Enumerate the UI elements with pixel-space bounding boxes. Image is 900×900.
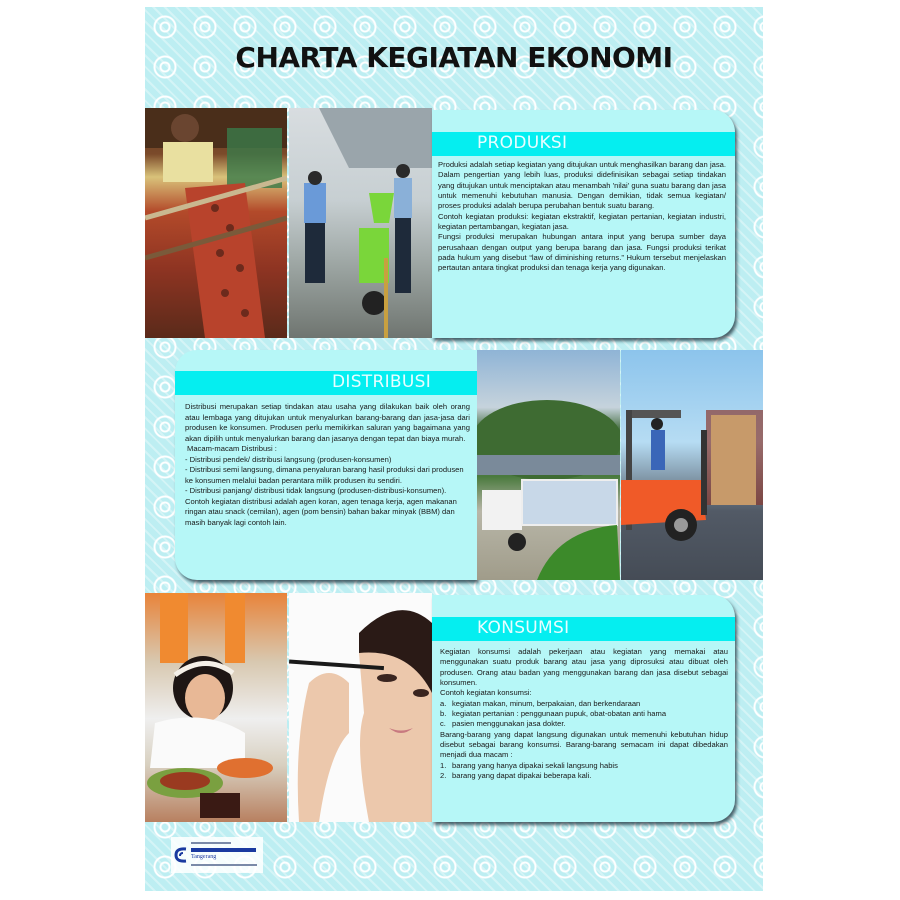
distribusi-panel	[175, 350, 477, 580]
produksi-paragraph: Fungsi produksi merupakan hubungan antara input yang berupa sumber daya perusahaan dengan output yang berupa barang dan jasa. Fungsi produksi terikat pada hukum yang disebut “law of diminishing returns.” Hukum tersebut menjelaskan pertautan antara tingkat produksi dan tenaga kerja yang digunakan.	[438, 232, 726, 273]
motorcycle-assembly-line-photo	[289, 108, 432, 338]
produksi-paragraph: Contoh kegiatan produksi: kegiatan ekstraktif, kegiatan pertanian, kegiatan industri, kegiatan pertambangan, kegiatan jasa.	[438, 211, 726, 232]
woman-applying-eyeliner-photo	[289, 593, 432, 822]
list-text: kegiatan pertanian : penggunaan pupuk, obat-obatan anti hama	[452, 709, 667, 719]
konsumsi-goods-text: Barang-barang yang dapat langsung digunakan untuk memenuhi kebutuhan hidup disebut sebagai barang konsumsi. Barang-barang semacam ini dapat dibedakan menjadi dua macam :	[440, 729, 728, 760]
konsumsi-goods-item	[440, 771, 728, 781]
publisher-logo-icon	[174, 846, 188, 864]
konsumsi-goods-item	[440, 761, 728, 771]
konsumsi-heading: KONSUMSI	[477, 618, 570, 638]
poster	[145, 7, 763, 891]
list-text: pasien menggunakan jasa dokter.	[452, 719, 566, 729]
page-title: CHARTA KEGIATAN EKONOMI	[235, 41, 673, 74]
list-marker: 2.	[440, 771, 447, 781]
distribusi-list-title: Macam-macam Distribusi :	[187, 444, 277, 453]
produksi-panel	[432, 110, 735, 338]
distribusi-text	[185, 402, 470, 528]
konsumsi-examples-title: Contoh kegiatan konsumsi:	[440, 688, 532, 698]
konsumsi-example-item	[440, 719, 728, 729]
list-text: barang yang hanya dipakai sekali langsung habis	[452, 760, 618, 770]
batik-artisan-photo	[145, 108, 287, 338]
produksi-paragraph: Produksi adalah setiap kegiatan yang ditujukan untuk menghasilkan barang dan jasa. Dalam pengertian yang lebih luas, produksi didefinisikan sebagai setiap tindakan yang ditujukan untuk menciptakan atau menambah 'nilai' guna suatu barang dan jasa untuk memenuhi kebutuhan manusia. Dengan demikian, tidak semua kegiatan/ proses produksi adalah berupa perubahan bentuk suatu barang.	[438, 160, 726, 211]
distribusi-list-item: - Distribusi pendek/ distribusi langsung (produsen-konsumen)	[185, 454, 392, 464]
list-marker: c.	[440, 719, 446, 729]
distribusi-list-item: - Distribusi semi langsung, dimana penyaluran barang hasil produksi dari produsen ke konsumen melalui badan perantara milik produsen itu sendiri.	[185, 465, 464, 485]
forklift-photo	[621, 350, 763, 580]
produksi-heading: PRODUKSI	[477, 133, 568, 153]
list-marker: b.	[440, 709, 447, 719]
list-marker: a.	[440, 698, 447, 708]
publisher-logo	[171, 837, 263, 873]
list-text: barang yang dapat dipakai beberapa kali.	[452, 771, 592, 781]
konsumsi-panel	[432, 595, 735, 822]
distribusi-list-item: - Distribusi panjang/ distribusi tidak langsung (produsen-distribusi-konsumen).	[185, 486, 447, 495]
delivery-truck-photo	[477, 350, 620, 580]
publisher-city: Tangerang	[191, 854, 217, 860]
list-text: kegiatan makan, minum, berpakaian, dan berkendaraan	[452, 698, 641, 708]
konsumsi-intro: Kegiatan konsumsi adalah pekerjaan atau kegiatan yang memakai atau menggunakan suatu produk barang atau jasa yang diprosuksi atau dibuat oleh produsen. Orang atau badan yang menggunakan barang dan jasa disebut sebagai konsumen.	[440, 647, 728, 688]
distribusi-intro: Distribusi merupakan setiap tindakan atau usaha yang dilakukan baik oleh orang atau lembaga yang ditujukan untuk menyalurkan barang-barang dan jasa-jasa dari produsen ke konsumen. Produsen perlu memikirkan saluran yang bagaimana yang akan dipilih untuk menyalurkan barang dan jasanya dengan tepat dan biaya murah.	[185, 402, 470, 443]
distribusi-closing: Contoh kegiatan distribusi adalah agen koran, agen tenaga kerja, agen makanan ringan atau snack (cemilan), agen (pom bensin) bahan bakar minyak (BBM) dan masih banyak lagi contoh lain.	[185, 496, 457, 527]
girl-eating-photo	[145, 593, 287, 822]
list-marker: 1.	[440, 760, 447, 770]
produksi-text	[438, 160, 726, 274]
konsumsi-example-item	[440, 699, 728, 709]
konsumsi-text	[440, 647, 728, 781]
distribusi-heading: DISTRIBUSI	[332, 372, 432, 392]
konsumsi-example-item	[440, 709, 728, 719]
